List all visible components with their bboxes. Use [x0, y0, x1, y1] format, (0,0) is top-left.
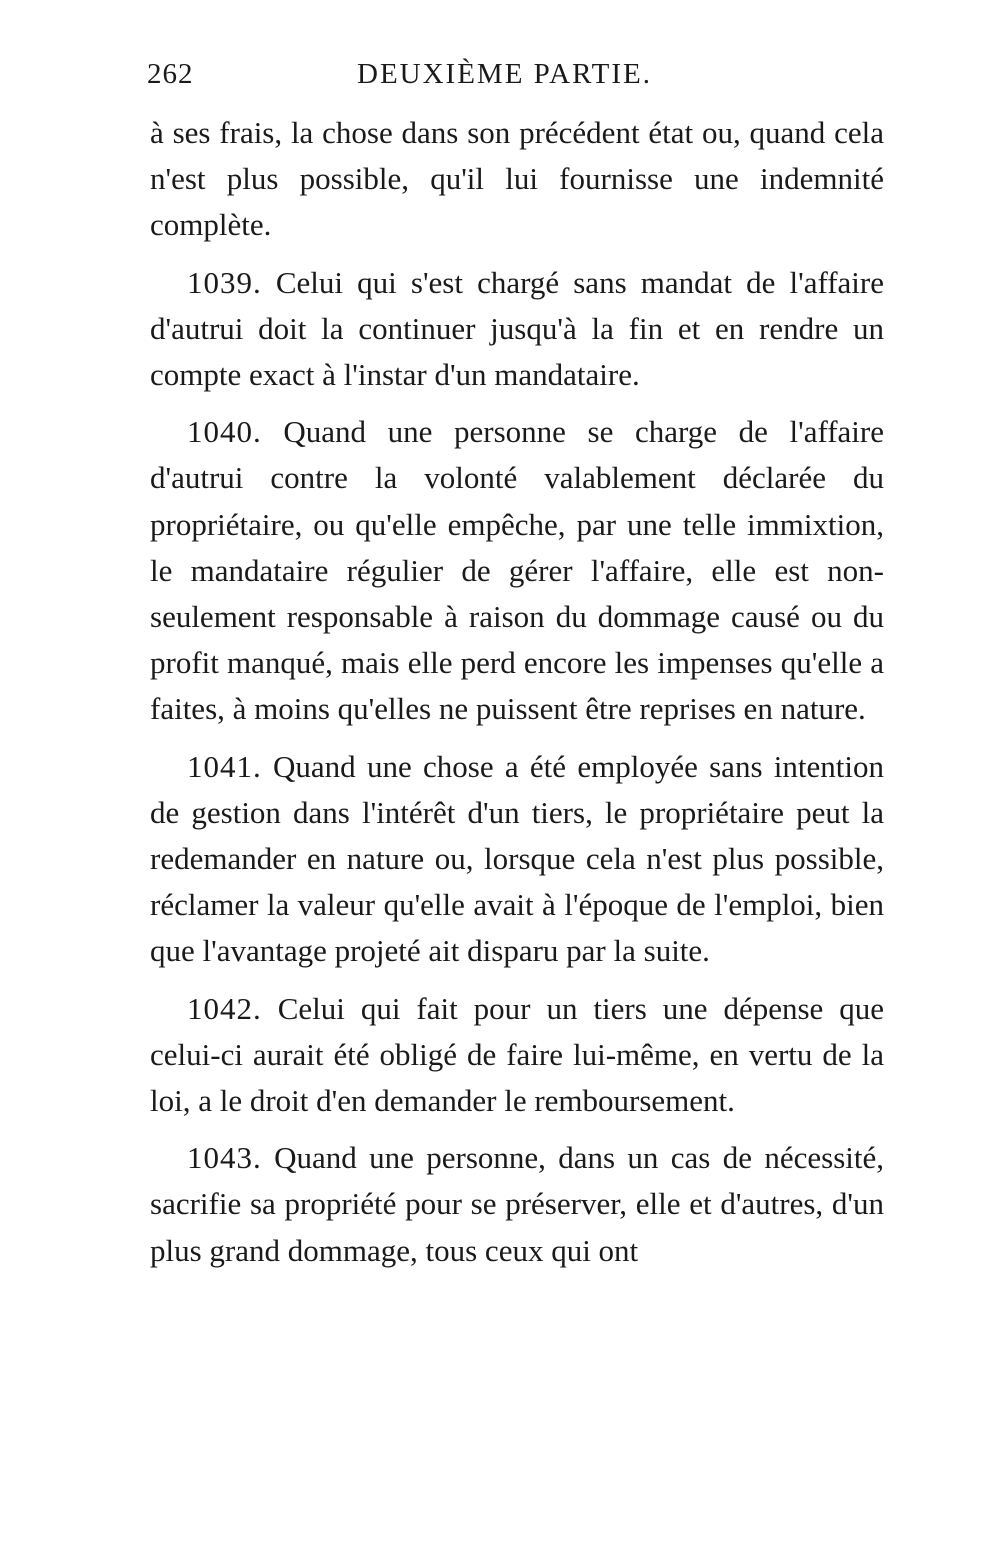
running-head: DEUXIÈME PARTIE.: [357, 58, 653, 90]
article-1039: [150, 260, 884, 399]
body-text: [150, 110, 884, 1285]
page-number: 262: [147, 58, 194, 90]
article-number: 1042.: [187, 990, 262, 1026]
article-1040: [150, 409, 884, 732]
article-1043: [150, 1135, 884, 1274]
paragraph-continuation: [150, 110, 884, 249]
paragraph-text: à ses frais, la chose dans son précédent état ou, quand cela n'est plus possible, qu'il lui fournisse une indemnité complète.: [150, 115, 884, 243]
article-number: 1043.: [187, 1140, 262, 1176]
article-1041: [150, 744, 884, 975]
article-number: 1041.: [187, 748, 262, 784]
paragraph-text: Celui qui s'est chargé sans mandat de l'affaire d'autrui doit la continuer jusqu'à la fin et en rendre un compte exact à l'instar d'un mandataire.: [150, 264, 884, 393]
paragraph-text: Celui qui fait pour un tiers une dépense que celui-ci aurait été obligé de faire lui-même, en vertu de la loi, a le droit d'en demander le remboursement.: [150, 990, 884, 1119]
article-number: 1039.: [187, 264, 262, 300]
article-number: 1040.: [187, 414, 262, 450]
paragraph-text: Quand une personne, dans un cas de nécessité, sacrifie sa propriété pour se préserver, elle et d'autres, d'un plus grand dommage, tous ceux qui ont: [150, 1140, 884, 1268]
paragraph-text: Quand une personne se charge de l'affaire d'autrui contre la volonté valablement déclarée du propriétaire, ou qu'elle empêche, par une telle immixtion, le mandataire régulier de gérer l'affaire, elle est non-seulement responsable à raison du dommage causé ou du profit manqué, mais elle perd encore les impenses qu'elle a faites, à moins qu'elles ne puissent être reprises en nature.: [150, 414, 884, 727]
article-1042: [150, 986, 884, 1125]
page-header: [147, 58, 883, 98]
paragraph-text: Quand une chose a été employée sans intention de gestion dans l'intérêt d'un tiers, le propriétaire peut la redemander en nature ou, lorsque cela n'est plus possible, réclamer la valeur qu'elle avait à l'époque de l'emploi, bien que l'avantage projeté ait disparu par la suite.: [150, 748, 884, 969]
